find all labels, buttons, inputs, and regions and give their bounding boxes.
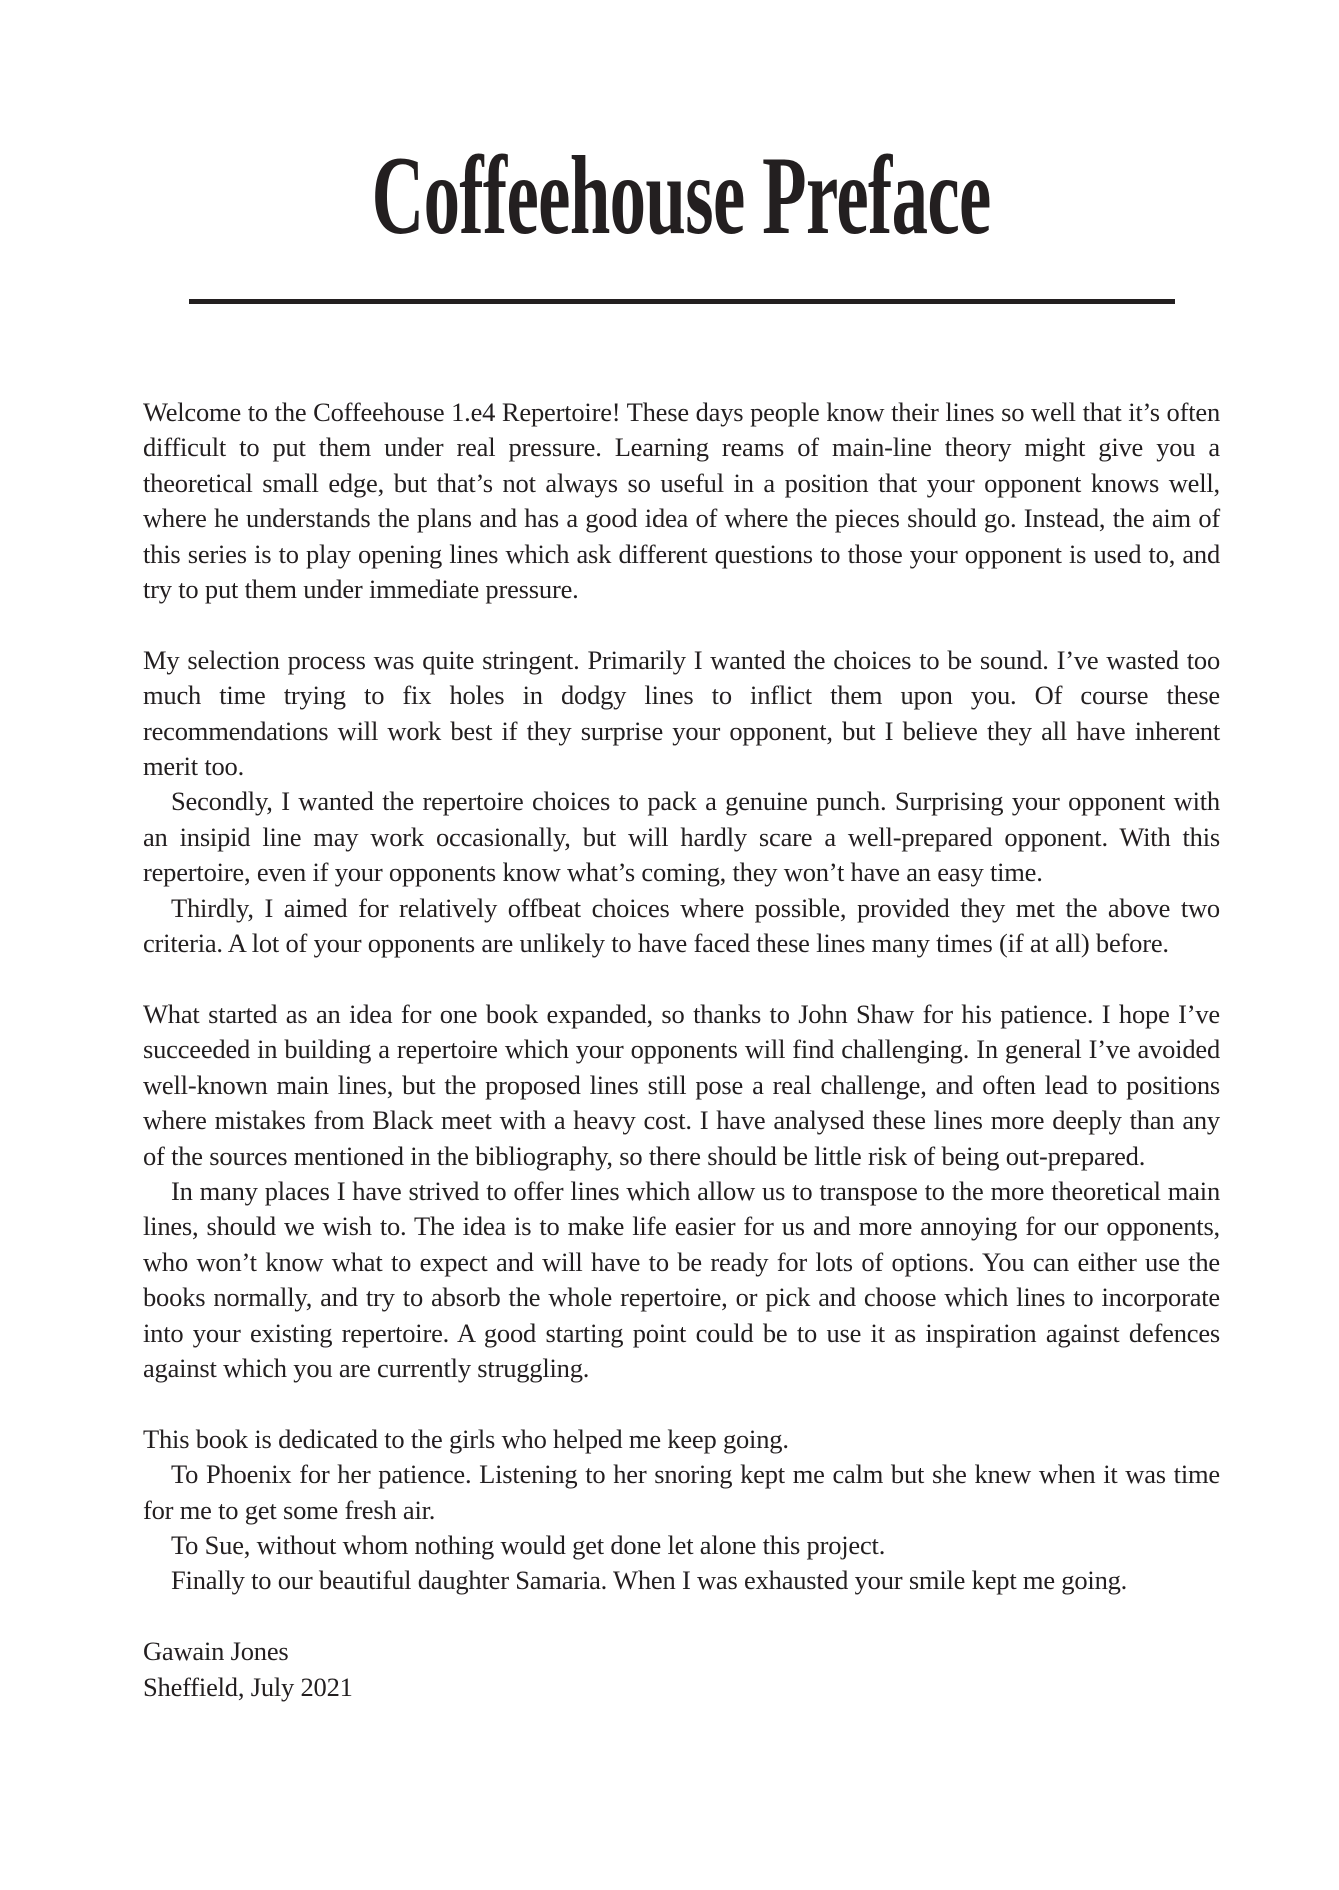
preface-body <box>143 395 1220 1599</box>
page-title: Coffeehouse Preface <box>371 134 992 258</box>
paragraph: My selection process was quite stringent. Primarily I wanted the choices to be sound. I’ve wasted too much time trying to fix holes in dodgy lines to inflict them upon you. Of course these recommendations will work best if they surprise your opponent, but I believe they all have inherent merit too. <box>143 644 1220 782</box>
signature-block <box>143 1634 1220 1705</box>
paragraph: Secondly, I wanted the repertoire choices to pack a genuine punch. Surprising your opponent with an insipid line may work occasionally, but will hardly scare a well-prepared opponent. With this repertoire, even if your opponents know what’s coming, they won’t have an easy time. <box>143 786 1220 888</box>
paragraph: This book is dedicated to the girls who helped me keep going. <box>143 1423 789 1454</box>
title-block <box>143 0 1220 258</box>
paragraph: To Sue, without whom nothing would get done let alone this project. <box>171 1529 886 1560</box>
paragraph: What started as an idea for one book expanded, so thanks to John Shaw for his patience. I hope I’ve succeeded in building a repertoire which your opponents will find challenging. In general I’ve avoided well-known main lines, but the proposed lines still pose a real challenge, and often lead to positions where mistakes from Black meet with a heavy cost. I have analysed these lines more deeply than any of the sources mentioned in the bibliography, so there should be little risk of being out-prepared. <box>143 998 1220 1171</box>
title-rule <box>189 299 1175 304</box>
paragraph: Welcome to the Coffeehouse 1.e4 Repertoire! These days people know their lines so well that it’s often difficult to put them under real pressure. Learning reams of main-line theory might give you a theoretical small edge, but that’s not always so useful in a position that your opponent knows well, where he understands the plans and has a good idea of where the pieces should go. Instead, the aim of this series is to play opening lines which ask different questions to those your opponent is used to, and try to put them under immediate pressure. <box>143 397 1220 605</box>
paragraph: To Phoenix for her patience. Listening to her snoring kept me calm but she knew when it was time for me to get some fresh air. <box>143 1459 1220 1525</box>
paragraph: Thirdly, I aimed for relatively offbeat choices where possible, provided they met the above two criteria. A lot of your opponents are unlikely to have faced these lines many times (if at all) before. <box>143 892 1220 959</box>
paragraph: Finally to our beautiful daughter Samaria. When I was exhausted your smile kept me going. <box>171 1565 1128 1596</box>
author-name: Gawain Jones <box>143 1636 289 1667</box>
place-and-date: Sheffield, July 2021 <box>143 1671 353 1702</box>
paragraph: In many places I have strived to offer lines which allow us to transpose to the more theoretical main lines, should we wish to. The idea is to make life easier for us and more annoying for our opponents, who won’t know what to expect and will have to be ready for lots of options. You can either use the books normally, and try to absorb the whole repertoire, or pick and choose which lines to incorporate into your existing repertoire. A good starting point could be to use it as inspiration against defences against which you are currently struggling. <box>143 1175 1220 1383</box>
